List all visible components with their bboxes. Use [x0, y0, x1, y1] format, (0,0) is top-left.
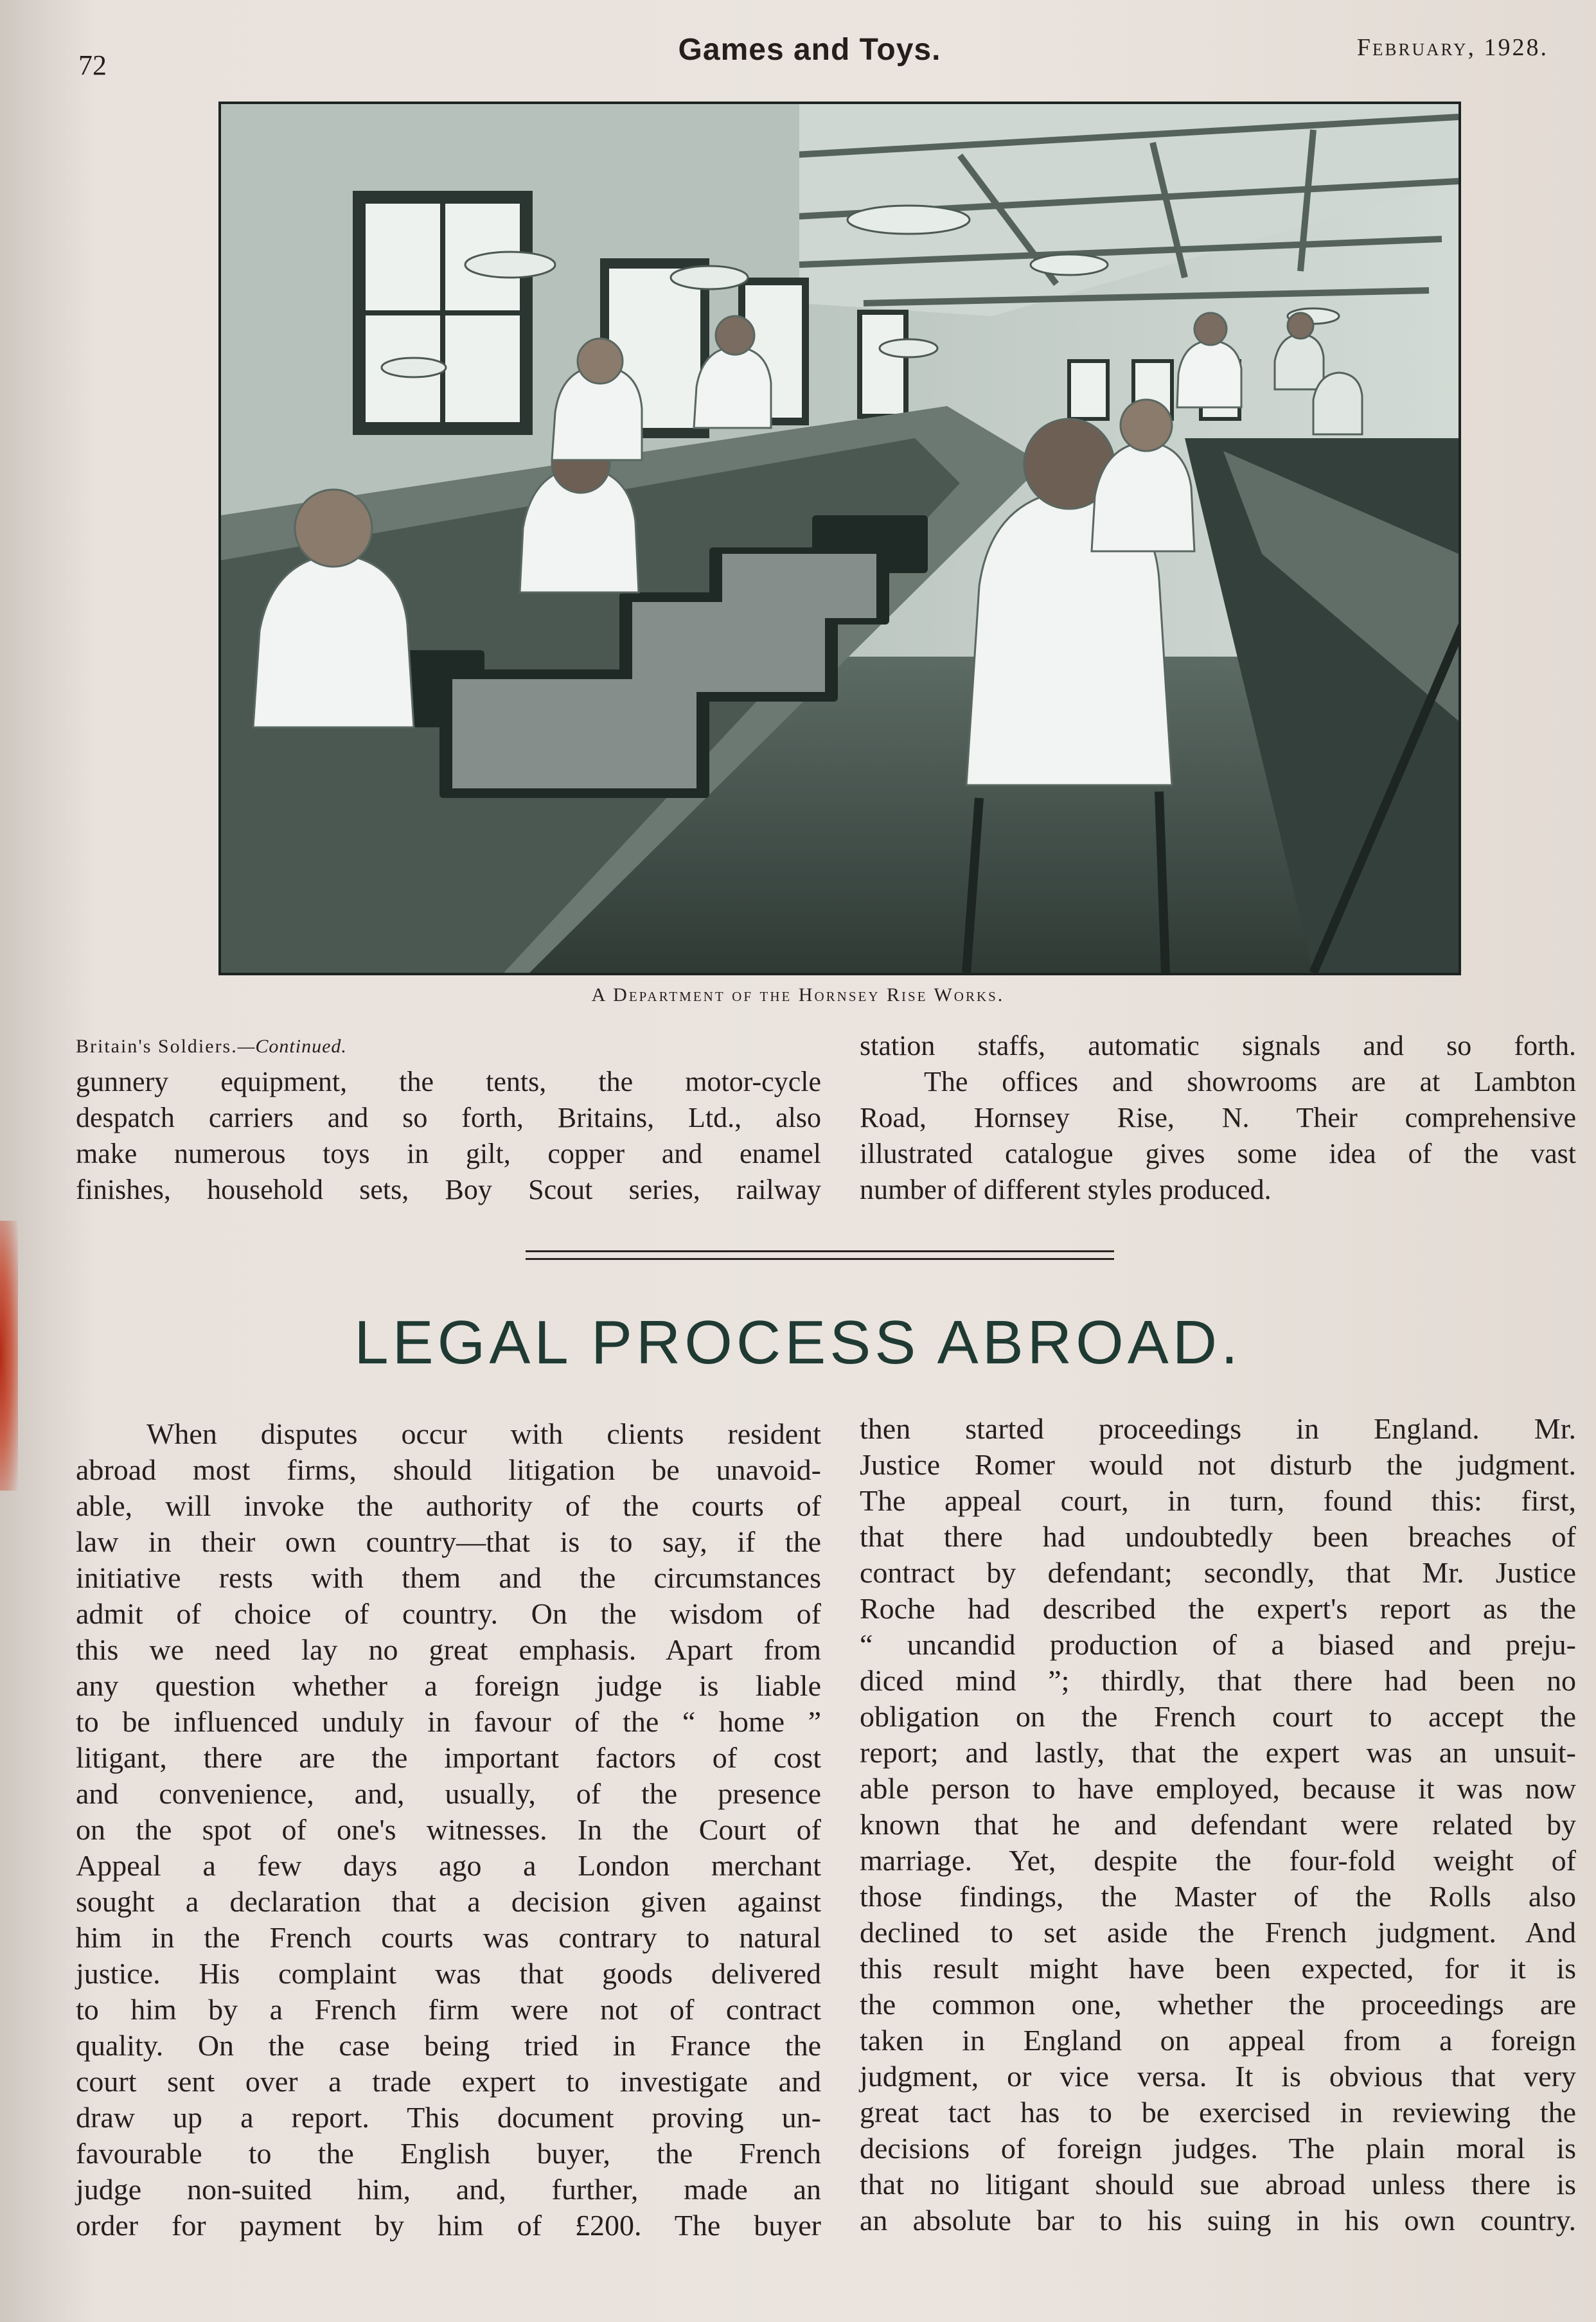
text-line: decisions of foreign judges. The plain moral is	[860, 2132, 1576, 2165]
text-line: diced mind ”; thirdly, that there had been no	[860, 1664, 1576, 1697]
text-line: draw up a report. This document proving un-	[76, 2101, 821, 2134]
text-line: judge non-suited him, and, further, made an	[76, 2173, 821, 2206]
article-column-2	[860, 1411, 1576, 2238]
text-line: Appeal a few days ago a London merchant	[76, 1849, 821, 1882]
text-line: obligation on the French court to accept the	[860, 1700, 1576, 1733]
text-line: that there had undoubtedly been breaches of	[860, 1520, 1576, 1553]
text-line: justice. His complaint was that goods delivered	[76, 1957, 821, 1990]
text-line: Road, Hornsey Rise, N. Their comprehensive	[860, 1102, 1576, 1133]
text-line: on the spot of one's witnesses. In the Court of	[76, 1813, 821, 1846]
text-line: initiative rests with them and the circumstances	[76, 1561, 821, 1594]
text-line: admit of choice of country. On the wisdom of	[76, 1597, 821, 1630]
text-line: “ uncandid production of a biased and preju-	[860, 1628, 1576, 1661]
text-line: quality. On the case being tried in France the	[76, 2029, 821, 2062]
text-line: station staffs, automatic signals and so forth.	[860, 1030, 1576, 1061]
text-line: this result might have been expected, for it is	[860, 1952, 1576, 1985]
issue-date: February, 1928.	[1356, 34, 1548, 61]
text-line: illustrated catalogue gives some idea of the vast	[860, 1138, 1576, 1169]
text-line: court sent over a trade expert to investigate and	[76, 2065, 821, 2098]
text-line: The appeal court, in turn, found this: first,	[860, 1484, 1576, 1517]
text-line: finishes, household sets, Boy Scout series, railway	[76, 1174, 821, 1205]
text-line: The offices and showrooms are at Lambton	[924, 1066, 1576, 1097]
text-line: law in their own country—that is to say, if the	[76, 1525, 821, 1558]
continued-article-column-2	[860, 1028, 1576, 1208]
text-line: number of different styles produced.	[860, 1174, 1272, 1205]
running-head-continued: —Continued.	[237, 1036, 347, 1057]
text-line: judgment, or vice versa. It is obvious that very	[860, 2060, 1576, 2093]
article-headline: LEGAL PROCESS ABROAD.	[354, 1308, 1242, 1377]
running-head	[76, 1036, 347, 1058]
article-column-1	[76, 1416, 821, 2244]
text-line: report; and lastly, that the expert was an unsuit-	[860, 1736, 1576, 1769]
text-line: and convenience, and, usually, of the presence	[76, 1777, 821, 1810]
text-line: Justice Romer would not disturb the judgment.	[860, 1448, 1576, 1481]
text-line: favourable to the English buyer, the French	[76, 2137, 821, 2170]
section-divider-top	[526, 1250, 1114, 1252]
text-line: declined to set aside the French judgment. And	[860, 1916, 1576, 1949]
text-line: sought a declaration that a decision given against	[76, 1885, 821, 1918]
page-number: 72	[78, 49, 107, 81]
text-line: great tact has to be exercised in reviewing the	[860, 2096, 1576, 2129]
text-line: that no litigant should sue abroad unless there is	[860, 2168, 1576, 2201]
text-line: able, will invoke the authority of the courts of	[76, 1489, 821, 1522]
text-line: known that he and defendant were related by	[860, 1808, 1576, 1841]
text-line: taken in England on appeal from a foreign	[860, 2024, 1576, 2057]
text-line: abroad most firms, should litigation be unavoid-	[76, 1453, 821, 1486]
text-line: order for payment by him of £200. The buyer	[76, 2209, 821, 2242]
text-line: Roche had described the expert's report as the	[860, 1592, 1576, 1625]
text-line: make numerous toys in gilt, copper and enamel	[76, 1138, 821, 1169]
text-line: an absolute bar to his suing in his own country.	[860, 2204, 1576, 2237]
photo-caption: A Department of the Hornsey Rise Works.	[591, 984, 1005, 1006]
text-line: When disputes occur with clients resident	[146, 1417, 821, 1450]
text-line: then started proceedings in England. Mr.	[860, 1412, 1576, 1445]
page-header	[71, 26, 1548, 84]
text-line: contract by defendant; secondly, that Mr. Justice	[860, 1556, 1576, 1589]
text-line: marriage. Yet, despite the four-fold weight of	[860, 1844, 1576, 1877]
text-line: despatch carriers and so forth, Britains, Ltd., also	[76, 1102, 821, 1133]
text-line: able person to have employed, because it was now	[860, 1772, 1576, 1805]
factory-photo-illustration	[221, 104, 1459, 973]
journal-title: Games and Toys.	[678, 33, 941, 67]
text-line: this we need lay no great emphasis. Apart from	[76, 1633, 821, 1666]
text-line: the common one, whether the proceedings are	[860, 1988, 1576, 2021]
factory-photograph	[218, 102, 1461, 975]
text-line: litigant, there are the important factors of cost	[76, 1741, 821, 1774]
text-line: him in the French courts was contrary to natural	[76, 1921, 821, 1954]
text-line: to be influenced unduly in favour of the “ home ”	[76, 1705, 821, 1738]
text-line: any question whether a foreign judge is liable	[76, 1669, 821, 1702]
text-line: those findings, the Master of the Rolls also	[860, 1880, 1576, 1913]
running-head-title: Britain's Soldiers.	[76, 1036, 238, 1057]
continued-article-column-1	[76, 1064, 821, 1208]
text-line: to him by a French firm were not of contract	[76, 1993, 821, 2026]
section-divider-bottom	[526, 1258, 1114, 1260]
text-line: gunnery equipment, the tents, the motor-cycle	[76, 1066, 821, 1097]
